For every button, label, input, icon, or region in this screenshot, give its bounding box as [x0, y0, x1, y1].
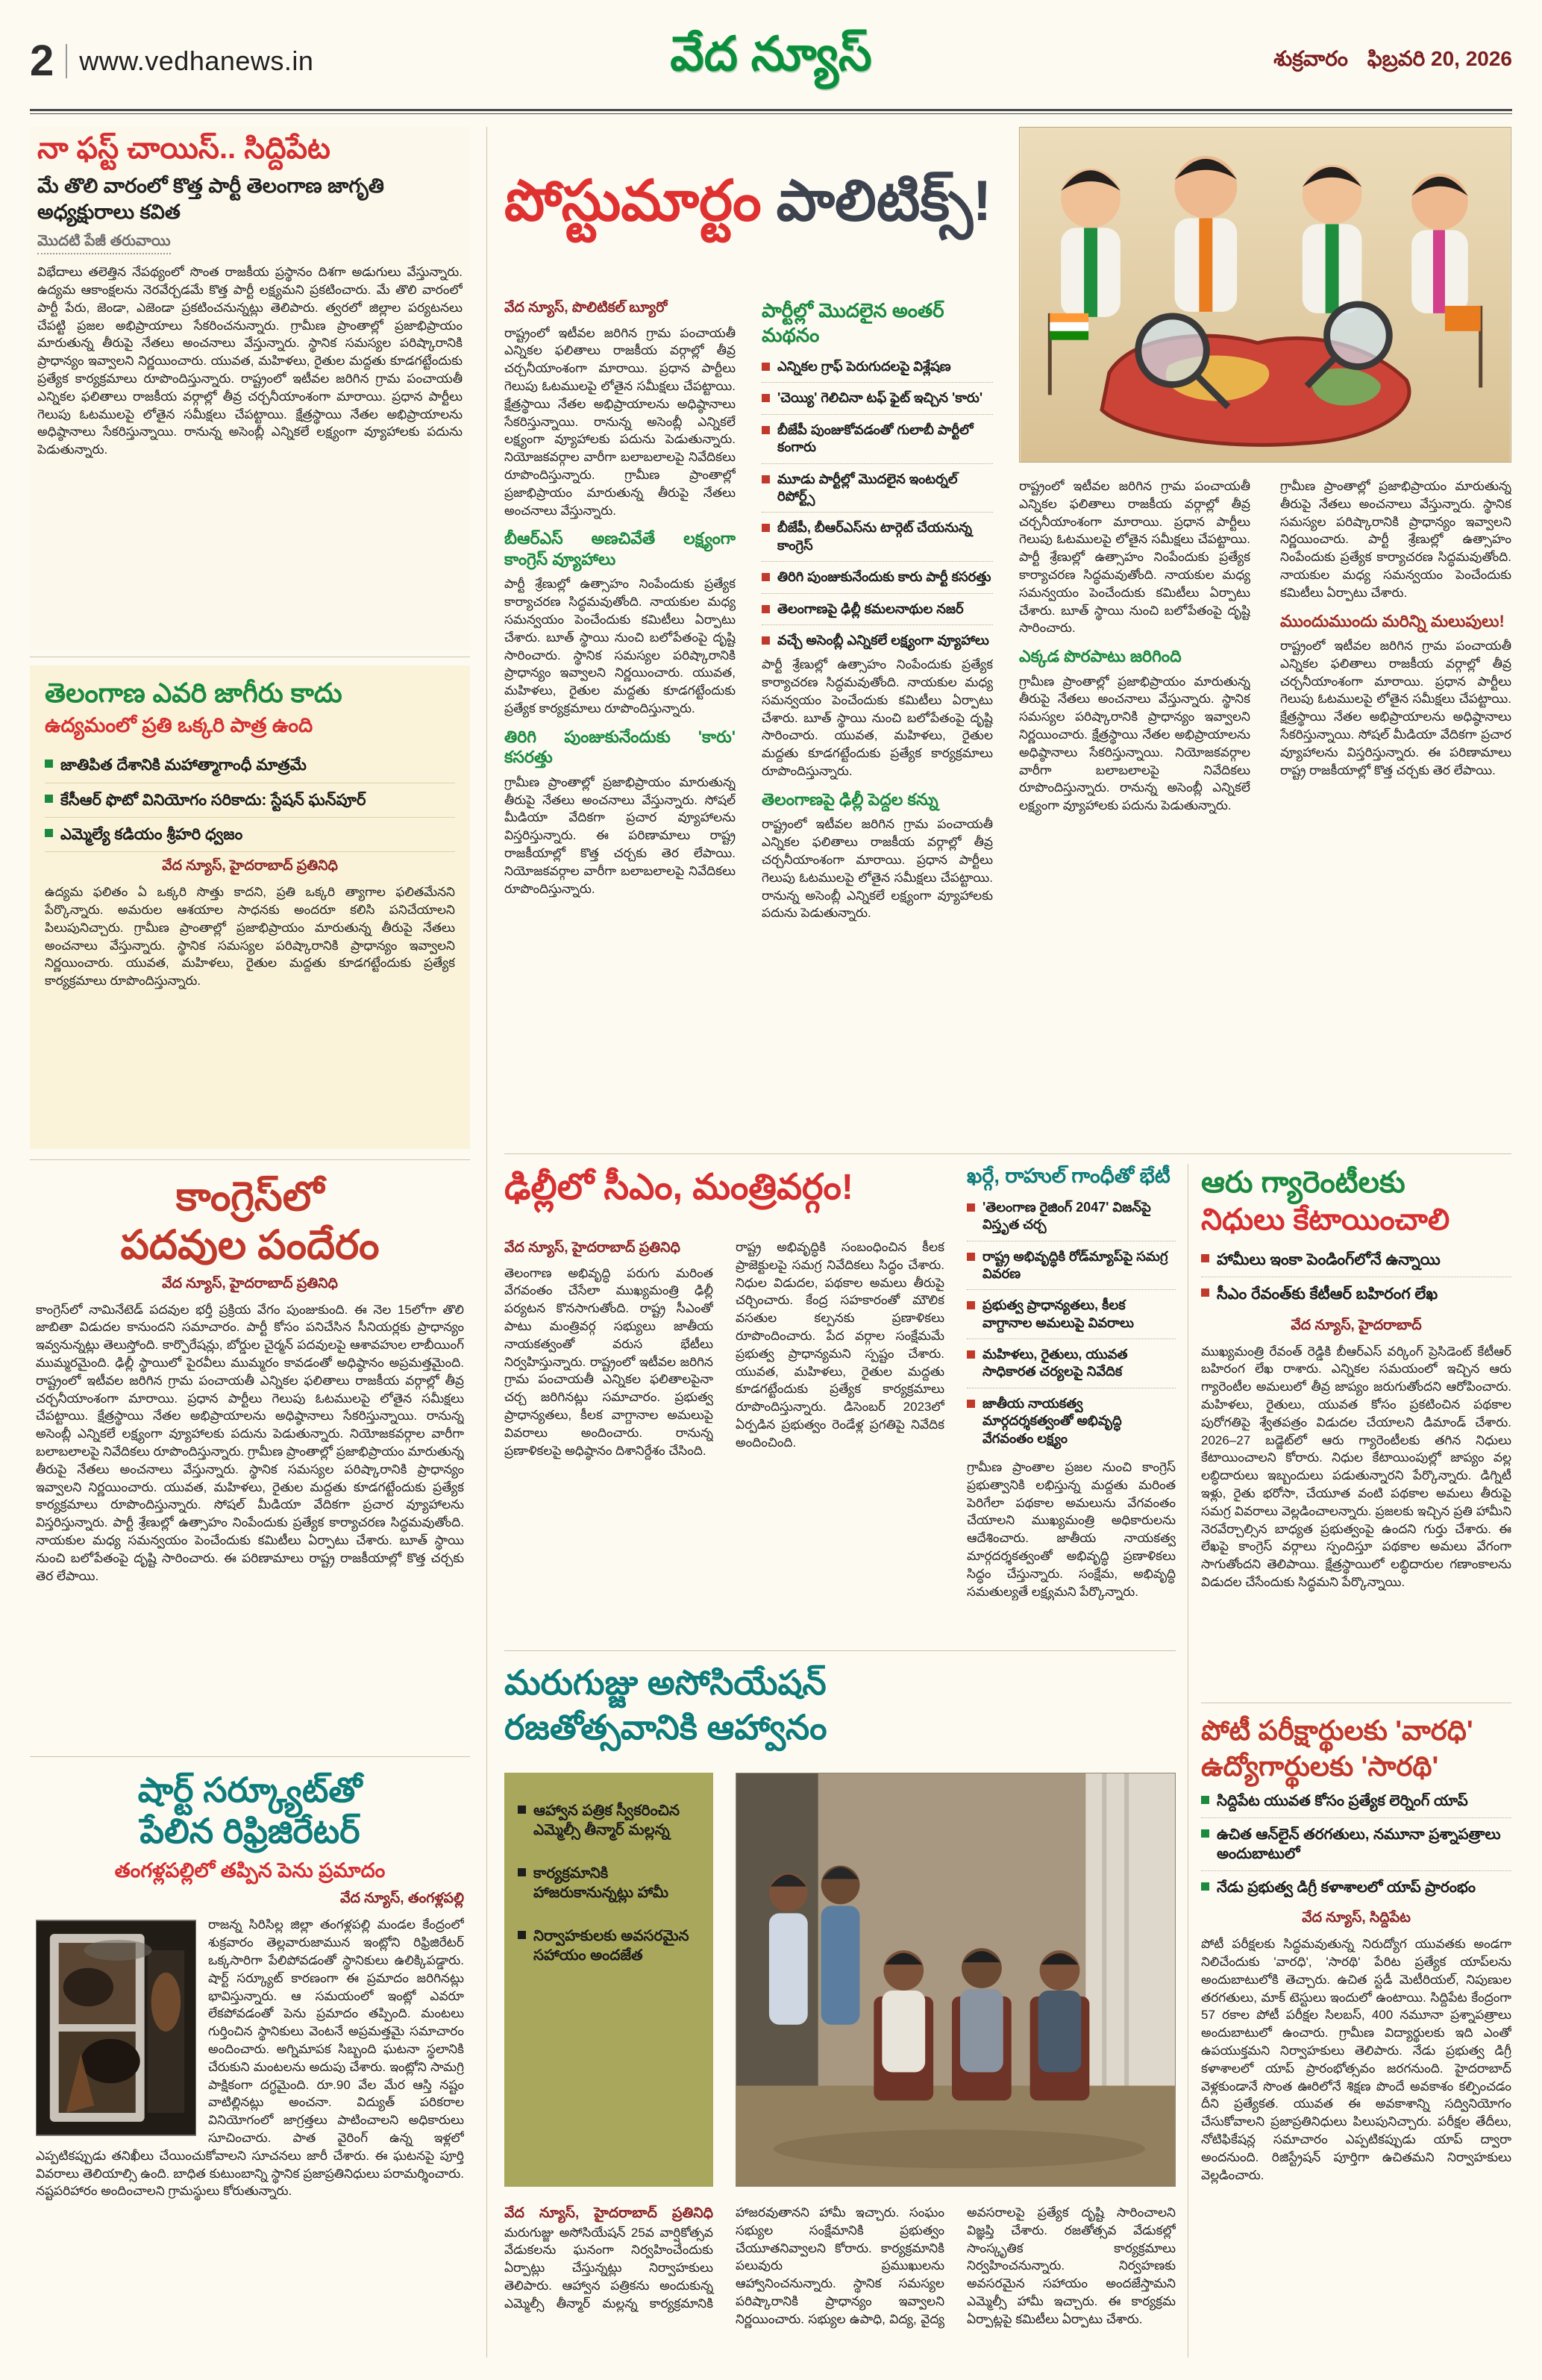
- section-subhead: ముందుముందు మరిన్ని మలుపులు!: [1280, 611, 1505, 630]
- highlights-list: [518, 1789, 700, 1977]
- byline: వేద న్యూస్, తంగళ్లపల్లి: [339, 1891, 464, 1907]
- bullet-text: కార్యక్రమానికి హాజరుకానున్నట్లు హామీ: [533, 1865, 669, 1901]
- dateline: [1273, 47, 1512, 76]
- list-item: [1201, 1277, 1511, 1311]
- headline-line2: నిధులు కేటాయించాలి: [1201, 1203, 1450, 1236]
- header-left: [30, 37, 314, 85]
- article-headline: తెలంగాణ ఎవరి జాగీరు కాదు: [45, 677, 342, 708]
- section-rule: [30, 1756, 470, 1757]
- bullet-text: 'చెయ్యి' గెలిచినా టఫ్ ఫైట్ ఇచ్చిన 'కారు': [777, 390, 983, 406]
- bullet-text: సిద్దిపేట యువత కోసం ప్రత్యేక లెర్నింగ్ యాప్: [1217, 1793, 1468, 1810]
- body-text: పార్టీ శ్రేణుల్లో ఉత్సాహం నింపేందుకు ప్రత్యేక కార్యాచరణ సిద్ధమవుతోంది. నాయకుల మధ్య సమన్వయం పెంచేందుకు కమిటీలు ఏర్పాటు చేశారు. బూత్ స్థాయి నుంచి బలోపేతంపై దృష్టి సారించారు. యువత, మహిళలు, రైతుల మద్దతు కూడగట్టేందుకు ప్రత్యేక కార్యక్రమాలు రూపొందిస్తున్నారు.: [762, 657, 993, 779]
- bullet-square-icon: [762, 475, 770, 483]
- article-kavitha-new-party: [30, 127, 470, 651]
- article-varadhi-sarathi-apps: [1201, 1713, 1511, 2358]
- bullet-text: వచ్చే అసెంబ్లీ ఎన్నికలే లక్ష్యంగా వ్యూహాలు: [777, 632, 989, 648]
- highlights-title: ఖర్గే, రాహుల్ గాంధీతో భేటీ: [967, 1165, 1170, 1187]
- bullet-text: నేడు ప్రభుత్వ డిగ్రీ కళాశాలలో యాప్ ప్రారంభం: [1217, 1879, 1476, 1897]
- headline-line1: పోటీ పరీక్షార్థులకు 'వారధి': [1201, 1715, 1473, 1746]
- article-body: కాంగ్రెస్‌లో నామినేటెడ్ పదవుల భర్తీ ప్రక్రియ వేగం పుంజుకుంది. ఈ నెల 15లోగా తొలి జాబితా విడుదల కానుందని సమాచారం. పార్టీ కోసం పనిచేసిన సీనియర్లకు ప్రాధాన్యం ఇవ్వనున్నట్లు తెలుస్తోంది. కార్పొరేషన్లు, బోర్డుల చైర్మన్ పదవులపై ఆశావహుల లాబీయింగ్ ముమ్మరమైంది. ఢిల్లీ స్థాయిలో పైరవీలు ముమ్మరం కావడంతో అధిష్ఠానం అప్రమత్తమైంది. రాష్ట్రంలో ఇటీవల జరిగిన గ్రామ పంచాయతీ ఎన్నికల ఫలితాలు రాజకీయ వర్గాల్లో తీవ్ర చర్చనీయాంశంగా మారాయి. ప్రధాన పార్టీలు గెలుపు ఓటములపై లోతైన సమీక్షలు చేపట్టాయి. క్షేత్రస్థాయి నేతల అభిప్రాయాలను అధిష్ఠానాలు సేకరిస్తున్నాయి. రానున్న అసెంబ్లీ ఎన్నికలే లక్ష్యంగా వ్యూహాలకు పదును పెడుతున్నారు. నియోజకవర్గాల వారీగా బలాబలాలపై నివేదికలు రూపొందిస్తున్నారు. గ్రామీణ ప్రాంతాల్లో ప్రజాభిప్రాయం మారుతున్న తీరుపై నేతలు అంచనాలు వేస్తున్నారు. స్థానిక సమస్యల పరిష్కారానికి ప్రాధాన్యం ఇవ్వాలని నిర్ణయించారు. యువత, మహిళలు, రైతుల మద్దతు కూడగట్టేందుకు ప్రత్యేక కార్యక్రమాలు రూపొందిస్తున్నారు. సోషల్ మీడియా వేదికగా ప్రచార వ్యూహాలను విస్తరిస్తున్నారు. పార్టీ శ్రేణుల్లో ఉత్సాహం నింపేందుకు ప్రత్యేక కార్యాచరణ సిద్ధమవుతోంది. నాయకుల మధ్య సమన్వయం పెంచేందుకు కమిటీలు ఏర్పాటు చేశారు. బూత్ స్థాయి నుంచి బలోపేతంపై దృష్టి సారించారు. ఈ పరిణామాలు రాష్ట్ర రాజకీయాల్లో కొత్త చర్చకు తెర లేపాయి.: [36, 1302, 464, 1583]
- bullet-square-icon: [967, 1301, 975, 1309]
- main-column-2: [762, 298, 993, 1138]
- body-text: రాజన్న సిరిసిల్ల జిల్లా తంగళ్లపల్లి మండల కేంద్రంలో శుక్రవారం తెల్లవారుజామున ఇంట్లోని రిఫ్రిజిరేటర్ ఒక్కసారిగా పేలిపోవడంతో స్థానికులు ఉలిక్కిపడ్డారు. షార్ట్ సర్క్యూట్ కారణంగా ఈ ప్రమాదం జరిగినట్లు భావిస్తున్నారు. ఆ సమయంలో ఇంట్లో ఎవరూ లేకపోవడంతో పెను ప్రమాదం తప్పింది. మంటలు గుర్తించిన స్థానికులు వెంటనే అప్రమత్తమై సమాచారం అందించారు. అగ్నిమాపక సిబ్బంది ఘటనా స్థలానికి చేరుకుని మంటలను అదుపు చేశారు. ఇంట్లోని సామగ్రి పాక్షికంగా దగ్ధమైంది. రూ.90 వేల మేర ఆస్తి నష్టం వాటిల్లినట్లు అంచనా. విద్యుత్ పరికరాల వినియోగంలో జాగ్రత్తలు పాటించాలని అధికారులు సూచించారు. పాత వైరింగ్ ఉన్న ఇళ్లలో ఎప్పటికప్పుడు తనిఖీలు చేయించుకోవాలని సూచనలు జారీ చేశారు. ఈ ఘటనపై పూర్తి వివరాలు తెలియాల్సి ఉంది. బాధిత కుటుంబాన్ని స్థానిక ప్రజాప్రతినిధులు పరామర్శించారు. నష్టపరిహారం అందించాలని గ్రామస్థులు కోరుతున్నారు.: [36, 1917, 464, 2199]
- bullet-square-icon: [518, 1806, 526, 1814]
- bullet-square-icon: [45, 829, 53, 837]
- body-text: రాష్ట్ర అభివృద్ధికి సంబంధించిన కీలక ప్రాజెక్టులపై సమగ్ర నివేదికలు సిద్ధం చేశారు. నిధుల విడుదల, పథకాల అమలు తీరుపై చర్చించారు. కేంద్ర సహకారంతో మౌలిక వసతుల కల్పనకు ప్రణాళికలు రూపొందించారు. పేద వర్గాల సంక్షేమమే ప్రభుత్వ ప్రాధాన్యమని స్పష్టం చేశారు. యువత, మహిళలు, రైతుల మద్దతు కూడగట్టేందుకు ప్రత్యేక కార్యక్రమాలు రూపొందిస్తున్నారు. డిసెంబర్ 2023లో ఏర్పడిన ప్రభుత్వం రెండేళ్ల ప్రగతిపై నివేదిక అందించింది.: [736, 1240, 944, 1450]
- list-item: [45, 818, 455, 852]
- bullet-square-icon: [967, 1253, 975, 1261]
- highlights-list: [967, 1192, 1176, 1454]
- body-text: గ్రామీణ ప్రాంతాల్లో ప్రజాభిప్రాయం మారుతున్న తీరుపై నేతలు అంచనాలు వేస్తున్నారు. స్థానిక సమస్యల పరిష్కారానికి ప్రాధాన్యం ఇవ్వాలని నిర్ణయించారు. పార్టీ శ్రేణుల్లో ఉత్సాహం నింపేందుకు ప్రత్యేక కార్యాచరణ సిద్ధమవుతోంది. నాయకుల మధ్య సమన్వయం పెంచేందుకు కమిటీలు ఏర్పాటు చేశారు.: [1280, 479, 1511, 600]
- byline: వేద న్యూస్, హైదరాబాద్: [1291, 1317, 1422, 1333]
- bullet-text: 'తెలంగాణ రైజింగ్ 2047' విజన్‌పై విస్తృత చర్చ: [982, 1199, 1151, 1233]
- bullet-text: నిర్వాహకులకు అవసరమైన సహాయం అందజేత: [533, 1928, 689, 1964]
- article-cm-cabinet-delhi: [504, 1164, 1176, 1645]
- page-header: [30, 22, 1512, 100]
- bullet-square-icon: [1201, 1254, 1209, 1262]
- headline-line2: పేలిన రిఫ్రిజిరేటర్: [140, 1811, 360, 1851]
- bullet-text: బీజేపీ పుంజుకోవడంతో గులాబీ పార్టీలో కంగారు: [777, 422, 974, 455]
- bullet-square-icon: [518, 1868, 526, 1876]
- article-association-jubilee: [504, 1661, 1176, 2358]
- bullet-text: ఎన్నికల గ్రాఫ్ పెరుగుదలపై విశ్లేషణ: [777, 359, 951, 374]
- section-subhead: బీఆర్ఎస్ అణచివేతే లక్ష్యంగా కాంగ్రెస్ వ్యూహాలు: [504, 529, 736, 569]
- bullet-text: హామీలు ఇంకా పెండింగ్‌లోనే ఉన్నాయి: [1217, 1251, 1441, 1268]
- body-text: రాష్ట్రంలో ఇటీవల జరిగిన గ్రామ పంచాయతీ ఎన్నికల ఫలితాలు రాజకీయ వర్గాల్లో తీవ్ర చర్చనీయాంశంగా మారాయి. ప్రధాన పార్టీలు గెలుపు ఓటములపై లోతైన సమీక్షలు చేపట్టాయి. క్షేత్రస్థాయి నేతల అభిప్రాయాలను అధిష్ఠానాలు సేకరిస్తున్నాయి. రానున్న అసెంబ్లీ ఎన్నికలే లక్ష్యంగా వ్యూహాలకు పదును పెడుతున్నారు. నియోజకవర్గాల వారీగా బలాబలాలపై నివేదికలు రూపొందిస్తున్నారు. గ్రామీణ ప్రాంతాల్లో ప్రజాభిప్రాయం మారుతున్న తీరుపై నేతలు అంచనాలు వేస్తున్నారు.: [504, 325, 736, 518]
- byline: వేద న్యూస్, హైదరాబాద్ ప్రతినిధి: [504, 2205, 713, 2221]
- list-item: [762, 415, 993, 464]
- article-headline: [36, 1770, 464, 1852]
- article-subhead: తంగళ్లపల్లిలో తప్పిన పెను ప్రమాదం: [114, 1859, 386, 1882]
- section-subhead: తెలంగాణపై ఢిల్లీ పెద్దల కన్ను: [762, 789, 938, 809]
- list-item: [967, 1290, 1176, 1339]
- bullet-text: ప్రభుత్వ ప్రాధాన్యతలు, కీలక వాగ్దానాల అమలుపై వివరాలు: [982, 1297, 1135, 1330]
- headline-line2: రజతోత్సవానికి ఆహ్వానం: [504, 1707, 827, 1747]
- list-item: [762, 383, 993, 414]
- body-text: తెలంగాణ అభివృద్ధి పరుగు మరింత వేగవంతం చేసేలా ముఖ్యమంత్రి ఢిల్లీ పర్యటన కొనసాగుతోంది. రాష్ట్ర సీఎంతో పాటు మంత్రివర్గ సభ్యులు జాతీయ నాయకత్వంతో వరుస భేటీలు నిర్వహిస్తున్నారు. రాష్ట్రంలో ఇటీవల జరిగిన గ్రామ పంచాయతీ ఎన్నికల ఫలితాలపైనా చర్చ జరిగినట్లు సమాచారం. ప్రభుత్వ ప్రాధాన్యతలు, కీలక వాగ్దానాల అమలుపై వివరాలు అందించారు. రానున్న ప్రణాళికలపై అధిష్ఠానం దిశానిర్దేశం చేసింది.: [504, 1265, 713, 1458]
- column-divider: [486, 127, 487, 2358]
- article-body: [504, 2204, 1176, 2353]
- main-headline: [504, 169, 992, 233]
- list-item: [762, 513, 993, 562]
- list-item: [967, 1388, 1176, 1454]
- list-item: [762, 594, 993, 625]
- article-six-guarantees-letter: [1201, 1164, 1511, 1694]
- delhi-column-3: [967, 1164, 1176, 1641]
- bullet-square-icon: [967, 1350, 975, 1359]
- byline: వేద న్యూస్, హైదరాబాద్ ప్రతినిధి: [162, 858, 338, 874]
- article-postmortem-politics: [504, 127, 1511, 1142]
- delhi-column-1: [504, 1238, 713, 1641]
- delhi-column-2: [736, 1238, 944, 1641]
- list-item: [1201, 1871, 1511, 1904]
- highlight-list: [45, 748, 455, 852]
- bullet-text: కేసీఆర్ ఫొటో వినియోగం సరికాదు: స్టేషన్ ఘన్‌పూర్: [60, 791, 366, 809]
- article-telangana-jagir: [30, 666, 470, 1149]
- headline-line2: ఉద్యోగార్థులకు 'సారథి': [1201, 1751, 1439, 1782]
- bullet-text: మహిళలు, రైతులు, యువత సాధికారత చర్యలపై నివేదిక: [982, 1347, 1128, 1380]
- list-item: [45, 748, 455, 783]
- main-column-3: [1019, 477, 1250, 1138]
- list-item: [967, 1241, 1176, 1291]
- byline: వేద న్యూస్, హైదరాబాద్ ప్రతినిధి: [162, 1275, 338, 1291]
- headline-word-dark: పాలిటిక్స్!: [776, 169, 992, 233]
- byline: వేద న్యూస్, పొలిటికల్ బ్యూరో: [504, 300, 668, 316]
- section-rule: [504, 1650, 1176, 1651]
- byline: వేద న్యూస్, సిద్దిపేట: [1302, 1910, 1411, 1926]
- byline: వేద న్యూస్, హైదరాబాద్ ప్రతినిధి: [504, 1240, 680, 1256]
- list-item: [1201, 1243, 1511, 1277]
- page-number: 2: [30, 37, 54, 85]
- headline-line1: మరుగుజ్జు అసోసియేషన్: [504, 1663, 827, 1702]
- bullet-text: తెలంగాణపై ఢిల్లీ కమలనాథుల నజర్: [777, 601, 964, 616]
- article-body: ముఖ్యమంత్రి రేవంత్ రెడ్డికి బీఆర్ఎస్ వర్కింగ్ ప్రెసిడెంట్ కేటీఆర్ బహిరంగ లేఖ రాశారు. ఎన్నికల సమయంలో ఇచ్చిన ఆరు గ్యారెంటీల అమలులో తీవ్ర జాప్యం జరుగుతోందని ఆరోపించారు. మహిళలు, రైతులు, యువత కోసం ప్రకటించిన పథకాల పురోగతిపై శ్వేతపత్రం విడుదల చేయాలని డిమాండ్ చేశారు. 2026–27 బడ్జెట్‌లో ఆరు గ్యారెంటీలకు తగిన నిధులు కేటాయించాలని కోరారు. నిధుల కేటాయింపుల్లో జాప్యం వల్ల లబ్ధిదారులు ఇబ్బందులు పడుతున్నారని పేర్కొన్నారు. డిగ్నిటీ ఇళ్లు, రైతు భరోసా, చేయూత వంటి పథకాల అమలు తీరుపై సమగ్ర వివరాలు వెల్లడించాలన్నారు. ప్రజలకు ఇచ్చిన ప్రతి హామీని నెరవేర్చాల్సిన బాధ్యత ప్రభుత్వంపై ఉందని గుర్తు చేశారు. ఈ లేఖపై కాంగ్రెస్ వర్గాలు స్పందిస్తూ పథకాల అమలు వేగంగా సాగుతోందని తెలిపాయి. క్షేత్రస్థాయిలో లబ్ధిదారుల గణాంకాలను విడుదల చేసేందుకు సిద్ధమని పేర్కొన్నాయి.: [1201, 1344, 1511, 1589]
- list-item: [1201, 1818, 1511, 1871]
- section-rule: [504, 1153, 1511, 1154]
- highlight-list: [1201, 1785, 1511, 1904]
- bullet-text: జాతిపిత దేశానికి మహాత్మాగాంధీ మాత్రమే: [60, 757, 307, 774]
- list-item: [762, 351, 993, 383]
- article-subhead: ఉద్యమంలో ప్రతి ఒక్కరి పాత్ర ఉంది: [45, 714, 313, 737]
- main-column-4: [1280, 477, 1511, 1138]
- bullet-square-icon: [967, 1203, 975, 1212]
- article-subhead: మే తొలి వారంలో కొత్త పార్టీ తెలంగాణ జాగృతి అధ్యక్షురాలు కవిత: [37, 175, 384, 224]
- body-text: రాష్ట్రంలో ఇటీవల జరిగిన గ్రామ పంచాయతీ ఎన్నికల ఫలితాలు రాజకీయ వర్గాల్లో తీవ్ర చర్చనీయాంశంగా మారాయి. ప్రధాన పార్టీలు గెలుపు ఓటములపై లోతైన సమీక్షలు చేపట్టాయి. రానున్న అసెంబ్లీ ఎన్నికలే లక్ష్యంగా వ్యూహాలకు పదును పెడుతున్నారు.: [762, 817, 993, 921]
- headline-line1: ఆరు గ్యారెంటీలకు: [1201, 1166, 1405, 1199]
- dateline-day: శుక్రవారం: [1273, 46, 1349, 70]
- bullet-square-icon: [762, 636, 770, 645]
- highlights-title: పార్టీల్లో మొదలైన అంతర్ మథనం: [762, 299, 944, 346]
- continuation-tag: మొదటి పేజీ తరువాయి: [37, 233, 171, 254]
- bullet-square-icon: [762, 573, 770, 581]
- bullet-text: తిరిగి పుంజుకునేందుకు కారు పార్టీ కసరత్తు: [777, 569, 991, 585]
- list-item: [45, 783, 455, 818]
- list-item: [967, 1192, 1176, 1241]
- bullet-square-icon: [762, 363, 770, 371]
- article-congress-posts: [30, 1170, 470, 1746]
- dateline-date: ఫిబ్రవరి 20, 2026: [1367, 46, 1512, 70]
- list-item: [762, 464, 993, 513]
- bullet-text: ఉచిత ఆన్‌లైన్ తరగతులు, నమూనా ప్రశ్నాపత్రాలు అందుబాటులో: [1217, 1826, 1501, 1863]
- body-text: మరుగుజ్జు అసోసియేషన్ 25వ వార్షికోత్సవ వేడుకలను ఘనంగా నిర్వహించేందుకు ఏర్పాట్లు చేస్తున్నట్లు నిర్వాహకులు తెలిపారు. ఆహ్వాన పత్రికను అందుకున్న ఎమ్మెల్సీ తీన్మార్ మల్లన్న కార్యక్రమానికి హాజరవుతానని హామీ ఇచ్చారు. సంఘం సభ్యుల సంక్షేమానికి ప్రభుత్వం చేయూతనివ్వాలని కోరారు. కార్యక్రమానికి పలువురు ప్రముఖులను ఆహ్వానించనున్నారు. స్థానిక సమస్యల పరిష్కారానికి ప్రాధాన్యం ఇవ్వాలని నిర్ణయించారు. సభ్యుల ఉపాధి, విద్య, వైద్య అవసరాలపై ప్రత్యేక దృష్టి సారించాలని విజ్ఞప్తి చేశారు. రజతోత్సవ వేడుకల్లో సాంస్కృతిక కార్యక్రమాలు నిర్వహించనున్నారు. నిర్వహణకు అవసరమైన సహాయం అందజేస్తామని ఎమ్మెల్సీ హామీ ఇచ్చారు. ఈ కార్యక్రమ ఏర్పాట్లపై కమిటీలు ఏర్పాటు చేశారు.: [504, 2205, 1176, 2326]
- bullet-square-icon: [1201, 1796, 1209, 1804]
- bullet-square-icon: [45, 760, 53, 768]
- body-text: గ్రామీణ ప్రాంతాల్లో ప్రజాభిప్రాయం మారుతున్న తీరుపై నేతలు అంచనాలు వేస్తున్నారు. సోషల్ మీడియా వేదికగా ప్రచార వ్యూహాలను విస్తరిస్తున్నారు. ఈ పరిణామాలు రాష్ట్ర రాజకీయాల్లో కొత్త చర్చకు తెర లేపాయి. నియోజకవర్గాల వారీగా బలాబలాలపై నివేదికలు రూపొందిస్తున్నారు.: [504, 774, 736, 896]
- section-subhead: ఎక్కడ పొరపాటు జరిగింది: [1019, 647, 1182, 666]
- bullet-text: ఆహ్వాన పత్రిక స్వీకరించిన ఎమ్మెల్సీ తీన్మార్ మల్లన్న: [533, 1803, 680, 1838]
- list-item: [518, 1914, 700, 1977]
- article-body: ఉద్యమ ఫలితం ఏ ఒక్కరి సొత్తు కాదని, ప్రతి ఒక్కరి త్యాగాల ఫలితమేనని పేర్కొన్నారు. అమరుల ఆశయాల సాధనకు అందరూ కలిసి పనిచేయాలని పిలుపునిచ్చారు. గ్రామీణ ప్రాంతాల్లో ప్రజాభిప్రాయం మారుతున్న తీరుపై నేతలు అంచనాలు వేస్తున్నారు. స్థానిక సమస్యల పరిష్కారానికి ప్రాధాన్యం ఇవ్వాలని నిర్ణయించారు. యువత, మహిళలు, రైతుల మద్దతు కూడగట్టేందుకు ప్రత్యేక కార్యక్రమాలు రూపొందిస్తున్నారు.: [45, 885, 455, 989]
- bullet-square-icon: [762, 394, 770, 402]
- article-headline: [36, 1173, 464, 1270]
- article-body: [36, 1916, 464, 2334]
- bullet-square-icon: [1201, 1288, 1209, 1297]
- article-headline: నా ఫస్ట్ చాయిస్.. సిద్దిపేట: [37, 132, 330, 165]
- article-headline: ఢిల్లీలో సీఎం, మంత్రివర్గం!: [504, 1168, 853, 1207]
- burnt-refrigerator-photo: [36, 1920, 196, 2136]
- list-item: [762, 562, 993, 593]
- bullet-text: బీజేపీ, బీఆర్ఎస్‌ను టార్గెట్ చేయనున్న కాంగ్రెస్: [777, 520, 972, 553]
- bullet-square-icon: [45, 795, 53, 803]
- bullet-text: రాష్ట్ర అభివృద్ధికి రోడ్‌మ్యాప్‌పై సమగ్ర వివరణ: [982, 1248, 1168, 1281]
- leaders-magnifying-map-cartoon: [1019, 127, 1511, 463]
- site-url: www.vedhanews.in: [79, 46, 314, 76]
- highlights-list: [762, 351, 993, 656]
- highlights-box: [504, 1773, 713, 2187]
- bullet-square-icon: [762, 426, 770, 434]
- body-text: రాష్ట్రంలో ఇటీవల జరిగిన గ్రామ పంచాయతీ ఎన్నికల ఫలితాలు రాజకీయ వర్గాల్లో తీవ్ర చర్చనీయాంశంగా మారాయి. ప్రధాన పార్టీలు గెలుపు ఓటములపై లోతైన సమీక్షలు చేపట్టాయి. క్షేత్రస్థాయి నేతల అభిప్రాయాలను అధిష్ఠానాలు సేకరిస్తున్నాయి. సోషల్ మీడియా వేదికగా ప్రచార వ్యూహాలను విస్తరిస్తున్నారు. ఈ పరిణామాలు రాష్ట్ర రాజకీయాల్లో కొత్త చర్చకు తెర లేపాయి.: [1280, 639, 1511, 777]
- list-item: [967, 1339, 1176, 1388]
- bullet-square-icon: [762, 524, 770, 532]
- highlight-list: [1201, 1243, 1511, 1312]
- headline-line1: కాంగ్రెస్‌లో: [175, 1174, 325, 1219]
- body-text: రాష్ట్రంలో ఇటీవల జరిగిన గ్రామ పంచాయతీ ఎన్నికల ఫలితాలు రాజకీయ వర్గాల్లో తీవ్ర చర్చనీయాంశంగా మారాయి. ప్రధాన పార్టీలు గెలుపు ఓటములపై లోతైన సమీక్షలు చేపట్టాయి. పార్టీ శ్రేణుల్లో ఉత్సాహం నింపేందుకు ప్రత్యేక కార్యాచరణ సిద్ధమవుతోంది. నాయకుల మధ్య సమన్వయం పెంచేందుకు కమిటీలు ఏర్పాటు చేశారు. బూత్ స్థాయి నుంచి బలోపేతంపై దృష్టి సారించారు.: [1019, 479, 1250, 636]
- bullet-square-icon: [762, 605, 770, 613]
- bullet-square-icon: [967, 1400, 975, 1408]
- section-subhead: తిరిగి పుంజుకునేందుకు 'కారు' కసరత్తు: [504, 727, 736, 767]
- list-item: [1201, 1785, 1511, 1818]
- article-body: పోటీ పరీక్షలకు సిద్ధమవుతున్న నిరుద్యోగ యువతకు అండగా నిలిచేందుకు 'వారధి', 'సారథి' పేరిట ప్రత్యేక యాప్‌లను అందుబాటులోకి తెచ్చారు. ఉచిత స్టడీ మెటీరియల్, నిపుణుల తరగతులు, మాక్ టెస్టులు ఇందులో ఉంటాయి. సిద్దిపేట కేంద్రంగా 57 రకాల పోటీ పరీక్షల సిలబస్, 400 నమూనా ప్రశ్నాపత్రాలు అందుబాటులో ఉంచారు. గ్రామీణ విద్యార్థులకు ఇది ఎంతో ఉపయుక్తమని నిర్వాహకులు తెలిపారు. నేడు ప్రభుత్వ డిగ్రీ కళాశాలలో యాప్ ప్రారంభోత్సవం జరగనుంది. హైదరాబాద్ వెళ్లకుండానే సొంత ఊరిలోనే శిక్షణ పొందే అవకాశం కల్పించడం దీని ప్రత్యేకత. యువత ఈ అవకాశాన్ని సద్వినియోగం చేసుకోవాలని ప్రజాప్రతినిధులు పిలుపునిచ్చారు. పరీక్షల తేదీలు, నోటిఫికేషన్ల సమాచారం ఎప్పటికప్పుడు యాప్ ద్వారా అందనుంది. రిజిస్ట్రేషన్ పూర్తిగా ఉచితమని నిర్వాహకులు వెల్లడించారు.: [1201, 1937, 1511, 2182]
- association-members-group-photo: [736, 1773, 1176, 2187]
- header-rule: [30, 109, 1512, 114]
- body-text: గ్రామీణ ప్రాంతాల్లో ప్రజాభిప్రాయం మారుతున్న తీరుపై నేతలు అంచనాలు వేస్తున్నారు. స్థానిక సమస్యల పరిష్కారానికి ప్రాధాన్యం ఇవ్వాలని నిర్ణయించారు. క్షేత్రస్థాయి నేతల అభిప్రాయాలను అధిష్ఠానాలు సేకరిస్తున్నాయి. నియోజకవర్గాల వారీగా బలాబలాలపై నివేదికలు రూపొందిస్తున్నారు. రానున్న అసెంబ్లీ ఎన్నికలే లక్ష్యంగా వ్యూహాలకు పదును పెడుతున్నారు.: [1019, 674, 1250, 813]
- column-body: [967, 1459, 1176, 1600]
- headline-line2: పదవుల పందేరం: [120, 1222, 380, 1268]
- article-body: విభేదాలు తలెత్తిన నేపథ్యంలో సొంత రాజకీయ ప్రస్థానం దిశగా అడుగులు వేస్తున్నారు. ఉద్యమ ఆకాంక్షలను నెరవేర్చడమే కొత్త పార్టీ లక్ష్యమని ప్రకటించారు. మే తొలి వారంలో పార్టీ పేరు, జెండా, ఎజెండా ప్రకటించనున్నట్లు తెలిపారు. త్వరలో జిల్లాల పర్యటనలు చేపట్టి ప్రజల అభిప్రాయాలు సేకరించనున్నారు. గ్రామీణ ప్రాంతాల్లో ప్రజాభిప్రాయం మారుతున్న తీరుపై నేతలు అంచనాలు వేస్తున్నారు. స్థానిక సమస్యల పరిష్కారానికి ప్రాధాన్యం ఇవ్వాలని నిర్ణయించారు. యువత, మహిళలు, రైతుల మద్దతు కూడగట్టేందుకు ప్రత్యేక కార్యక్రమాలు రూపొందిస్తున్నారు. రాష్ట్రంలో ఇటీవల జరిగిన గ్రామ పంచాయతీ ఎన్నికల ఫలితాలు రాజకీయ వర్గాల్లో తీవ్ర చర్చనీయాంశంగా మారాయి. ప్రధాన పార్టీలు గెలుపు ఓటములపై లోతైన సమీక్షలు చేపట్టాయి. క్షేత్రస్థాయి నేతల అభిప్రాయాలను అధిష్ఠానాలు సేకరిస్తున్నాయి. రానున్న అసెంబ్లీ ఎన్నికలే లక్ష్యంగా వ్యూహాలకు పదును పెడుతున్నారు.: [37, 265, 463, 457]
- bullet-square-icon: [518, 1931, 526, 1939]
- article-refrigerator-blast: [30, 1767, 470, 2356]
- bullet-text: మూడు పార్టీల్లో మొదలైన ఇంటర్నల్ రిపోర్ట్స్: [777, 471, 958, 504]
- header-divider: [66, 44, 67, 78]
- bullet-text: జాతీయ నాయకత్వ మార్గదర్శకత్వంతో అభివృద్ధి వేగవంతం లక్ష్యం: [982, 1395, 1122, 1446]
- body-text: పార్టీ శ్రేణుల్లో ఉత్సాహం నింపేందుకు ప్రత్యేక కార్యాచరణ సిద్ధమవుతోంది. నాయకుల మధ్య సమన్వయం పెంచేందుకు కమిటీలు ఏర్పాటు చేశారు. బూత్ స్థాయి నుంచి బలోపేతంపై దృష్టి సారించారు. స్థానిక సమస్యల పరిష్కారానికి ప్రాధాన్యం ఇవ్వాలని నిర్ణయించారు. యువత, మహిళలు, రైతుల మద్దతు కూడగట్టేందుకు ప్రత్యేక కార్యక్రమాలు రూపొందిస్తున్నారు.: [504, 577, 736, 715]
- main-column-1: [504, 298, 736, 1138]
- list-item: [518, 1789, 700, 1852]
- bullet-square-icon: [1201, 1882, 1209, 1891]
- bullet-text: సీఎం రేవంత్‌కు కేటీఆర్ బహిరంగ లేఖ: [1217, 1285, 1438, 1303]
- body-text: గ్రామీణ ప్రాంతాల ప్రజల నుంచి కాంగ్రెస్ ప్రభుత్వానికి లభిస్తున్న మద్దతు మరింత పెరిగేలా పథకాల అమలును వేగవంతం చేయాలని ముఖ్యమంత్రి అధికారులను ఆదేశించారు. జాతీయ నాయకత్వ మార్గదర్శకత్వంతో అభివృద్ధి ప్రణాళికలు సిద్ధం చేస్తున్నారు. సంక్షేమ, అభివృద్ధి సమతుల్యతే లక్ష్యమని పేర్కొన్నారు.: [967, 1460, 1176, 1599]
- headline-word-red: పోస్టుమార్టం: [504, 169, 762, 233]
- bullet-text: ఎమ్మెల్యే కడియం శ్రీహరి ధ్వజం: [60, 825, 243, 843]
- column-body: [762, 656, 993, 922]
- list-item: [762, 625, 993, 656]
- bullet-square-icon: [1201, 1829, 1209, 1838]
- section-rule: [30, 1159, 470, 1160]
- list-item: [518, 1852, 700, 1914]
- masthead-logo: వేద న్యూస్: [670, 27, 872, 81]
- headline-line1: షార్ట్ సర్క్యూట్‌తో: [137, 1770, 363, 1809]
